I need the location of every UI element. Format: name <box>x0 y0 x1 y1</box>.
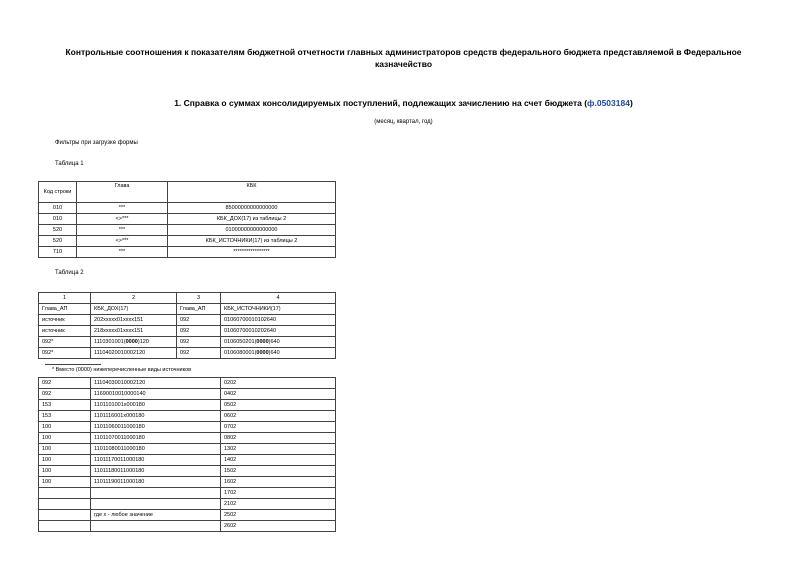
page-title: Контрольные соотношения к показателям бюджетной отчетности главных администраторов средств федерального бюджета представляемой в Федеральное казначейство <box>65 47 742 69</box>
cell: 0602 <box>221 411 336 422</box>
cell: 11104030010002120 <box>91 378 221 389</box>
cell: 153 <box>39 400 91 411</box>
cell: 520 <box>39 236 77 247</box>
table-row <box>39 236 336 247</box>
cell <box>39 499 91 510</box>
table2-header-row <box>39 304 336 315</box>
cell: <>*** <box>77 214 168 225</box>
footnote-divider <box>45 364 101 365</box>
cell: источник <box>39 315 91 326</box>
cell: 218xxxxx01xxxx151 <box>91 326 177 337</box>
cell: 092* <box>39 337 91 348</box>
cell <box>91 499 221 510</box>
cell: 092 <box>39 378 91 389</box>
cell: 092 <box>39 389 91 400</box>
cell <box>39 510 91 521</box>
cell: 1110402001000212​0 <box>91 348 177 359</box>
cell: 1302 <box>221 444 336 455</box>
filters-label: Фильтры при загрузке формы <box>55 140 138 146</box>
table-row <box>39 488 336 499</box>
cell: 11011060011000180 <box>91 422 221 433</box>
cell: 0402 <box>221 389 336 400</box>
cell: 092 <box>177 326 221 337</box>
table2-number-row <box>39 293 336 304</box>
cell: 100 <box>39 444 91 455</box>
cell: КБК_ДОХ(17) из таблицы 2 <box>168 214 336 225</box>
cell: *** <box>77 203 168 214</box>
cell: 092 <box>177 348 221 359</box>
cell: 01060700010202640 <box>221 326 336 337</box>
table2-header-cell: КБК_ИСТОЧНИКИ(17) <box>221 304 336 315</box>
table-row <box>39 326 336 337</box>
cell <box>91 521 221 532</box>
cell: 202xxxxx01xxxx151 <box>91 315 177 326</box>
column-number: 1 <box>39 293 91 304</box>
table-row <box>39 337 336 348</box>
table-row <box>39 203 336 214</box>
table1 <box>38 181 336 258</box>
cell: 0106050201(0000)640 <box>221 337 336 348</box>
section-title-close: ) <box>629 98 633 108</box>
table2 <box>38 292 336 359</box>
cell: КБК_ИСТОЧНИКИ(17) из таблицы 2 <box>168 236 336 247</box>
cell: 1402 <box>221 455 336 466</box>
table-row <box>39 247 336 258</box>
table-row <box>39 433 336 444</box>
cell: 01000000000000000 <box>168 225 336 236</box>
cell: 100 <box>39 422 91 433</box>
table-row <box>39 422 336 433</box>
cell: 1101116001x000180 <box>91 411 221 422</box>
cell: 11011180011000180 <box>91 466 221 477</box>
cell: где x - любое значение <box>91 510 221 521</box>
table1-caption: Таблица 1 <box>55 161 84 167</box>
cell: *** <box>77 225 168 236</box>
table-row <box>39 400 336 411</box>
column-number: 2 <box>91 293 177 304</box>
cell: 0502 <box>221 400 336 411</box>
form-link[interactable]: ф.0503184 <box>587 98 630 108</box>
cell: 100 <box>39 455 91 466</box>
table-row <box>39 466 336 477</box>
table1-header-cell: КБК <box>168 182 336 203</box>
table2-header-cell: Глава_АП <box>177 304 221 315</box>
cell: 153 <box>39 411 91 422</box>
cell: 1110301001(0000)120 <box>91 337 177 348</box>
section-title <box>60 98 747 108</box>
cell: 1502 <box>221 466 336 477</box>
cell: 100 <box>39 477 91 488</box>
table2-header-cell: Глава_АП <box>39 304 91 315</box>
cell <box>39 521 91 532</box>
table3 <box>38 377 336 532</box>
table-row <box>39 444 336 455</box>
cell: 1602 <box>221 477 336 488</box>
cell: 092* <box>39 348 91 359</box>
cell: <>*** <box>77 236 168 247</box>
cell: 100 <box>39 433 91 444</box>
footnote: * Вместо (0000) нижеперечисленные виды источников <box>52 367 192 373</box>
table-row <box>39 477 336 488</box>
cell: 0802 <box>221 433 336 444</box>
period-label: (месяц, квартал, год) <box>374 119 433 125</box>
cell: 11011070011000180 <box>91 433 221 444</box>
section-title-text: 1. Справка о суммах консолидируемых поступлений, подлежащих зачислению на счет бюджета ( <box>174 98 588 108</box>
cell <box>39 488 91 499</box>
table-row <box>39 348 336 359</box>
table-row <box>39 455 336 466</box>
table-row <box>39 378 336 389</box>
table1-header-cell: Глава <box>77 182 168 203</box>
cell: 092 <box>177 337 221 348</box>
cell: 010 <box>39 214 77 225</box>
cell: 0106080001(0000)640 <box>221 348 336 359</box>
cell: 092 <box>177 315 221 326</box>
column-number: 3 <box>177 293 221 304</box>
cell: 2502 <box>221 510 336 521</box>
cell: 100 <box>39 466 91 477</box>
table2-caption: Таблица 2 <box>55 270 84 276</box>
table1-header-cell: Код строки <box>39 182 77 203</box>
cell: 520 <box>39 225 77 236</box>
cell: 1702 <box>221 488 336 499</box>
column-number: 4 <box>221 293 336 304</box>
table-row <box>39 315 336 326</box>
cell: *** <box>77 247 168 258</box>
table-row <box>39 411 336 422</box>
table2-header-cell: КБК_ДОХ(17) <box>91 304 177 315</box>
cell <box>91 488 221 499</box>
table-row <box>39 499 336 510</box>
cell: 11011190011000180 <box>91 477 221 488</box>
cell: источник <box>39 326 91 337</box>
table-row <box>39 521 336 532</box>
cell: 1101101001x000180 <box>91 400 221 411</box>
cell: 01060700010102640 <box>221 315 336 326</box>
cell: 11011170011000180 <box>91 455 221 466</box>
cell: 2102 <box>221 499 336 510</box>
cell: 2602 <box>221 521 336 532</box>
cell: 710 <box>39 247 77 258</box>
cell: 010 <box>39 203 77 214</box>
cell: 0702 <box>221 422 336 433</box>
table1-header-row <box>39 182 336 203</box>
table-row <box>39 389 336 400</box>
table-row <box>39 225 336 236</box>
cell: 85000000000000000 <box>168 203 336 214</box>
cell: 0202 <box>221 378 336 389</box>
table-row <box>39 214 336 225</box>
table-row <box>39 510 336 521</box>
cell: ***************** <box>168 247 336 258</box>
cell: 11690010010000140 <box>91 389 221 400</box>
cell: 11011080011000180 <box>91 444 221 455</box>
